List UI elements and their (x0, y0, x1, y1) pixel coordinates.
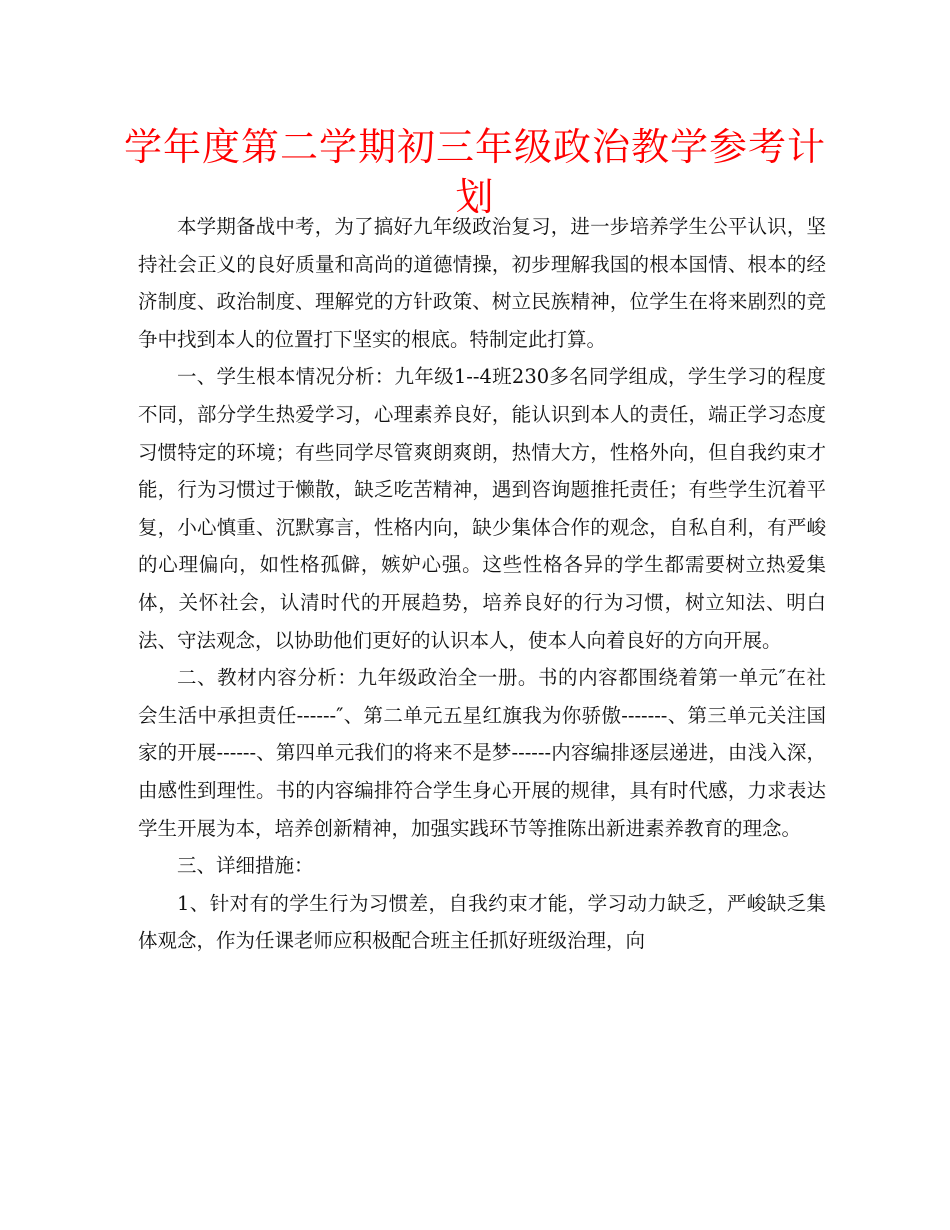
document-title: 学年度第二学期初三年级政治教学参考计划 (123, 125, 826, 219)
paragraph-student-analysis: 一、学生根本情况分析：九年级1--4班230多名同学组成，学生学习的程度不同，部分学生热爱学习，心理素养良好，能认识到本人的责任，端正学习态度习惯特定的环境；有些同学尽管爽朗爽朗，热情大方，性格外向，但自我约束才能，行为习惯过于懒散，缺乏吃苦精神，遇到咨询题推托责任；有些学生沉着平复，小心慎重、沉默寡言，性格内向，缺少集体合作的观念，自私自利，有严峻的心理偏向，如性格孤僻，嫉妒心强。这些性格各异的学生都需要树立热爱集体，关怀社会，认清时代的开展趋势，培养良好的行为习惯，树立知法、明白法、守法观念，以协助他们更好的认识本人，使本人向着良好的方向开展。 (138, 365, 826, 652)
paragraph-measure-1: 1、针对有的学生行为习惯差，自我约束才能，学习动力缺乏，严峻缺乏集体观念，作为任课老师应积极配合班主任抓好班级治理，向 (138, 891, 826, 953)
document-body (138, 208, 826, 960)
paragraph-measures-heading: 三、详细措施： (177, 854, 314, 878)
paragraph-intro: 本学期备战中考，为了搞好九年级政治复习，进一步培养学生公平认识，坚持社会正义的良好质量和高尚的道德情操，初步理解我国的根本国情、根本的经济制度、政治制度、理解党的方针政策、树立民族精神，位学生在将来剧烈的竞争中找到本人的位置打下坚实的根底。特制定此打算。 (138, 215, 826, 351)
paragraph-textbook-analysis: 二、教材内容分析：九年级政治全一册。书的内容都围绕着第一单元″在社会生活中承担责任------″、第二单元五星红旗我为你骄傲-------、第三单元关注国家的开展------、第四单元我们的将来不是梦------内容编排逐层递进，由浅入深，由感性到理性。书的内容编排符合学生身心开展的规律，具有时代感，力求表达学生开展为本，培养创新精神，加强实践环节等推陈出新进素养教育的理念。 (138, 666, 826, 840)
